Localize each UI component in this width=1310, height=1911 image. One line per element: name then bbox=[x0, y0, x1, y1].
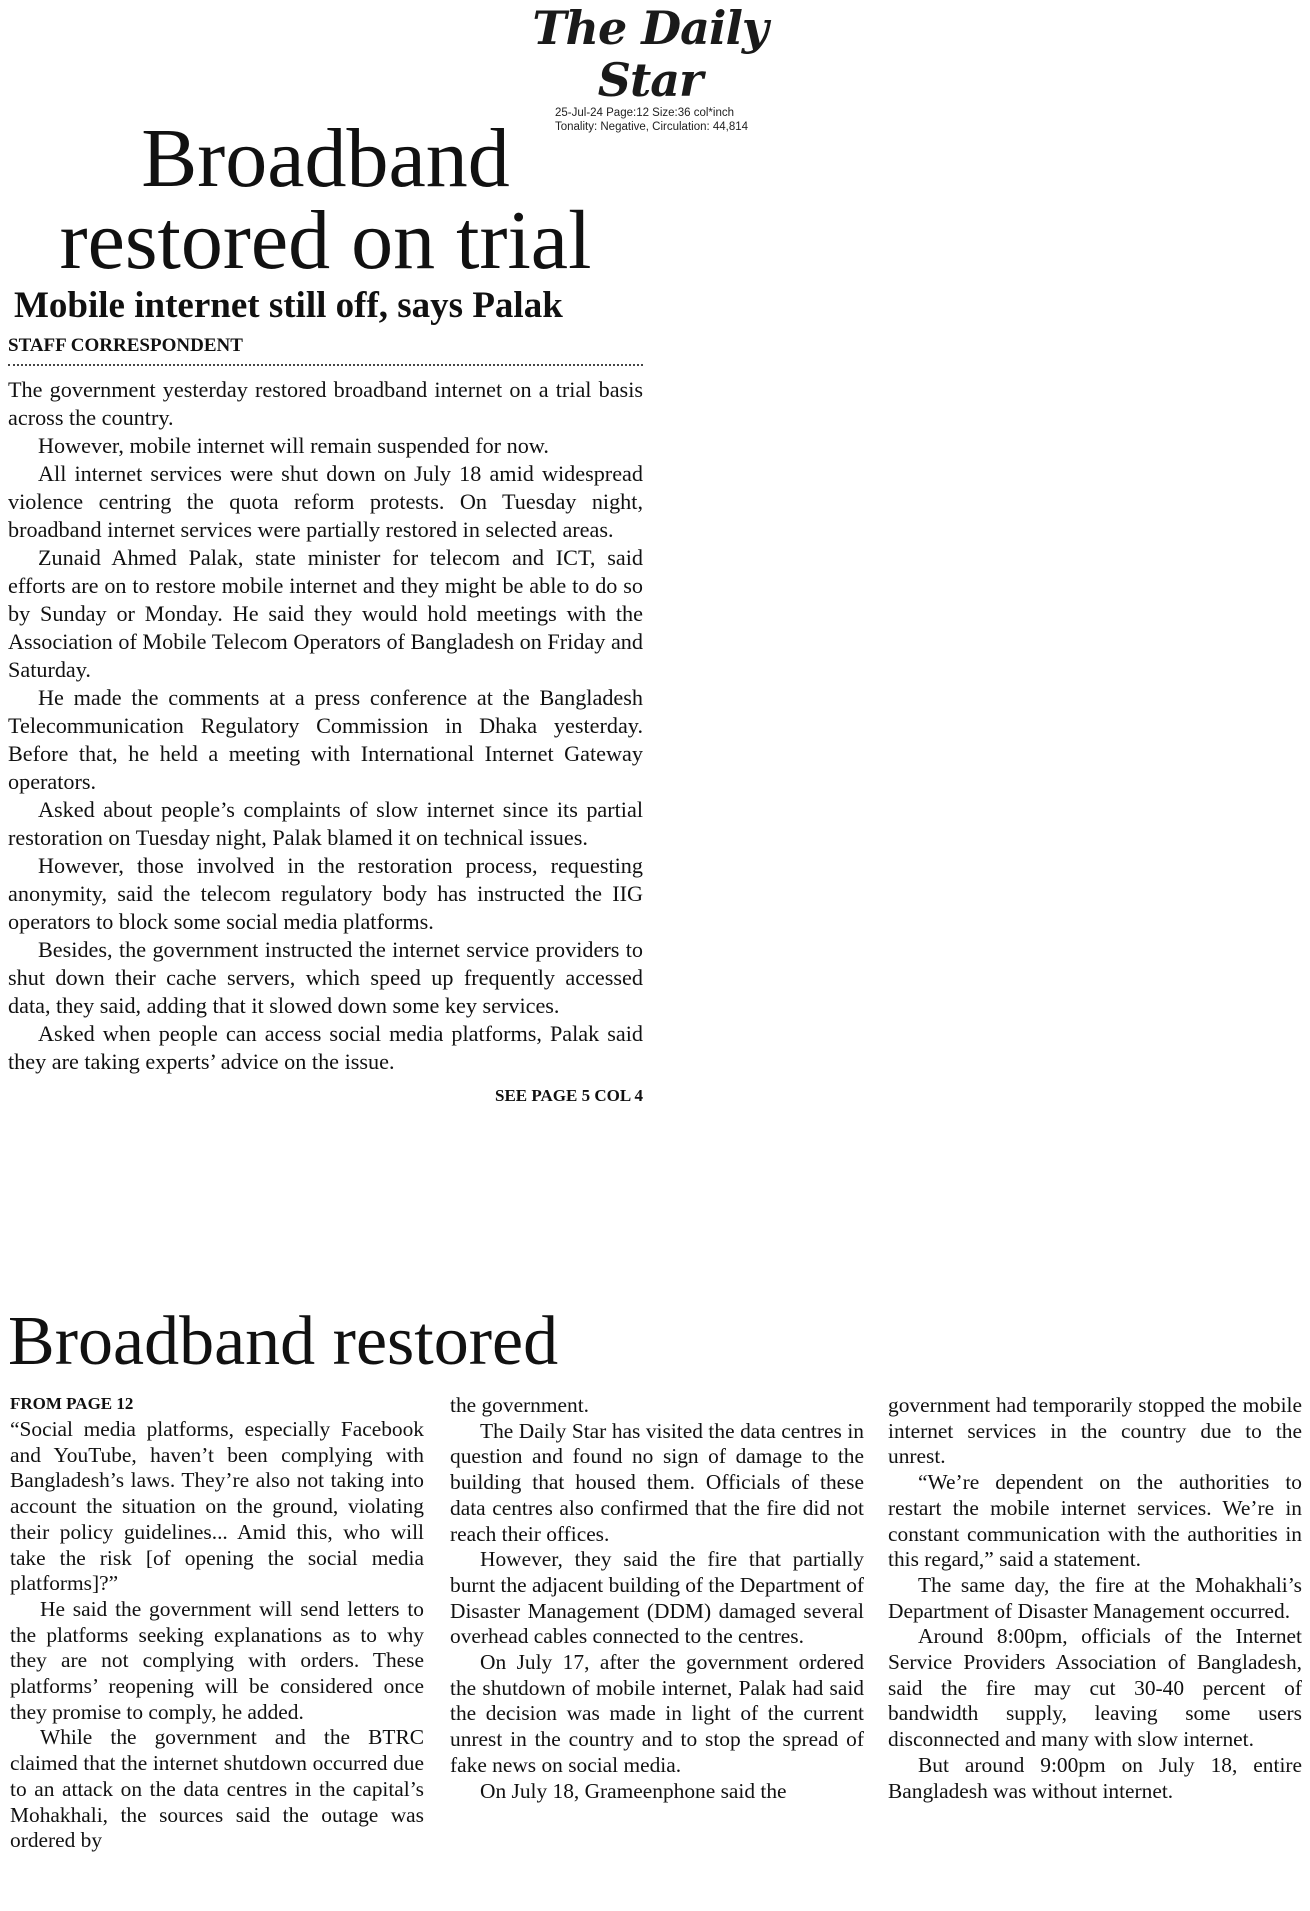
masthead bbox=[500, 2, 800, 134]
newspaper-logo: The Daily Star bbox=[532, 1, 768, 107]
paragraph: While the government and the BTRC claimed that the internet shutdown occurred due to an attack on the data centres in the capital’s Mohakhali, the sources said the outage was ordered by bbox=[10, 1725, 424, 1853]
paragraph: However, those involved in the restoration process, requesting anonymity, said the telecom regulatory body has instructed the IIG operators to block some social media platforms. bbox=[8, 853, 643, 934]
paragraph: The same day, the fire at the Mohakhali’s Department of Disaster Management occurred. bbox=[888, 1572, 1302, 1623]
continuation-column-3 bbox=[888, 1393, 1302, 1804]
paragraph: the government. bbox=[450, 1393, 589, 1417]
paragraph: Asked about people’s complaints of slow internet since its partial restoration on Tuesday night, Palak blamed it on technical issues. bbox=[8, 797, 643, 850]
continuation-column-1 bbox=[10, 1393, 424, 1854]
paragraph: He said the government will send letters to the platforms seeking explanations as to why they are not complying with orders. These platforms’ reopening will be considered once they promise to comply, he added. bbox=[10, 1596, 424, 1724]
paragraph: But around 9:00pm on July 18, entire Bangladesh was without internet. bbox=[888, 1752, 1302, 1803]
headline bbox=[8, 112, 643, 287]
paragraph: However, mobile internet will remain suspended for now. bbox=[38, 433, 549, 458]
from-page-label: FROM PAGE 12 bbox=[10, 1394, 134, 1413]
paragraph: Zunaid Ahmed Palak, state minister for telecom and ICT, said efforts are on to restore mobile internet and they might be able to do so by Sunday or Monday. He said they would hold meetings with the Association of Mobile Telecom Operators of Bangladesh on Friday and Saturday. bbox=[8, 545, 643, 682]
headline-line-2: restored on trial bbox=[59, 194, 592, 287]
jump-line: SEE PAGE 5 COL 4 bbox=[495, 1086, 643, 1105]
headline-line-1: Broadband bbox=[141, 112, 510, 205]
subheadline: Mobile internet still off, says Palak bbox=[14, 285, 563, 326]
continuation-headline: Broadband restored bbox=[8, 1303, 559, 1380]
paragraph: Asked when people can access social media platforms, Palak said they are taking experts’ advice on the issue. bbox=[8, 1021, 643, 1074]
paragraph: All internet services were shut down on July 18 amid widespread violence centring the quota reform protests. On Tuesday night, broadband internet services were partially restored in selected areas. bbox=[8, 461, 643, 542]
clipping-meta-date: 25-Jul-24 Page:12 Size:36 col*inch bbox=[555, 107, 735, 119]
paragraph: He made the comments at a press conference at the Bangladesh Telecommunication Regulatory Commission in Dhaka yesterday. Before that, he held a meeting with International Internet Gateway operators. bbox=[8, 685, 643, 794]
paragraph: On July 17, after the government ordered the shutdown of mobile internet, Palak had said the decision was made in light of the current unrest in the country and to stop the spread of fake news on social media. bbox=[450, 1650, 864, 1777]
paragraph: However, they said the fire that partially burnt the adjacent building of the Department of Disaster Management (DDM) damaged several overhead cables connected to the centres. bbox=[450, 1547, 865, 1649]
paragraph: The government yesterday restored broadband internet on a trial basis across the country. bbox=[8, 377, 643, 430]
front-page-article bbox=[8, 112, 643, 1106]
paragraph: The Daily Star has visited the data centres in question and found no sign of damage to the building that housed them. Officials of these data centres also confirmed that the fire did not reach their offices. bbox=[450, 1418, 864, 1546]
continuation-column-2 bbox=[450, 1393, 864, 1804]
clipping-meta-tonality: Tonality: Negative, Circulation: 44,814 bbox=[555, 121, 749, 133]
paragraph: Besides, the government instructed the internet service providers to shut down their cache servers, which speed up frequently accessed data, they said, adding that it slowed down some key services. bbox=[8, 937, 643, 1018]
paragraph: On July 18, Grameenphone said the bbox=[480, 1778, 787, 1803]
paragraph: Around 8:00pm, officials of the Internet Service Providers Association of Bangladesh, said the fire may cut 30-40 percent of bandwidth supply, leaving some users disconnected and many with slow internet. bbox=[888, 1624, 1302, 1752]
article-body bbox=[8, 376, 643, 1076]
paragraph: “We’re dependent on the authorities to restart the mobile internet services. We’re in constant communication with the authorities in this regard,” said a statement. bbox=[888, 1470, 1302, 1572]
byline: STAFF CORRESPONDENT bbox=[8, 334, 643, 366]
paragraph: “Social media platforms, especially Facebook and YouTube, haven’t been complying with Bangladesh’s laws. They’re also not taking into account the situation on the ground, violating their policy guidelines... Amid this, who will take the risk [of opening the social media platforms]?” bbox=[10, 1417, 424, 1596]
paragraph: government had temporarily stopped the mobile internet services in the country due to the unrest. bbox=[888, 1393, 1302, 1469]
